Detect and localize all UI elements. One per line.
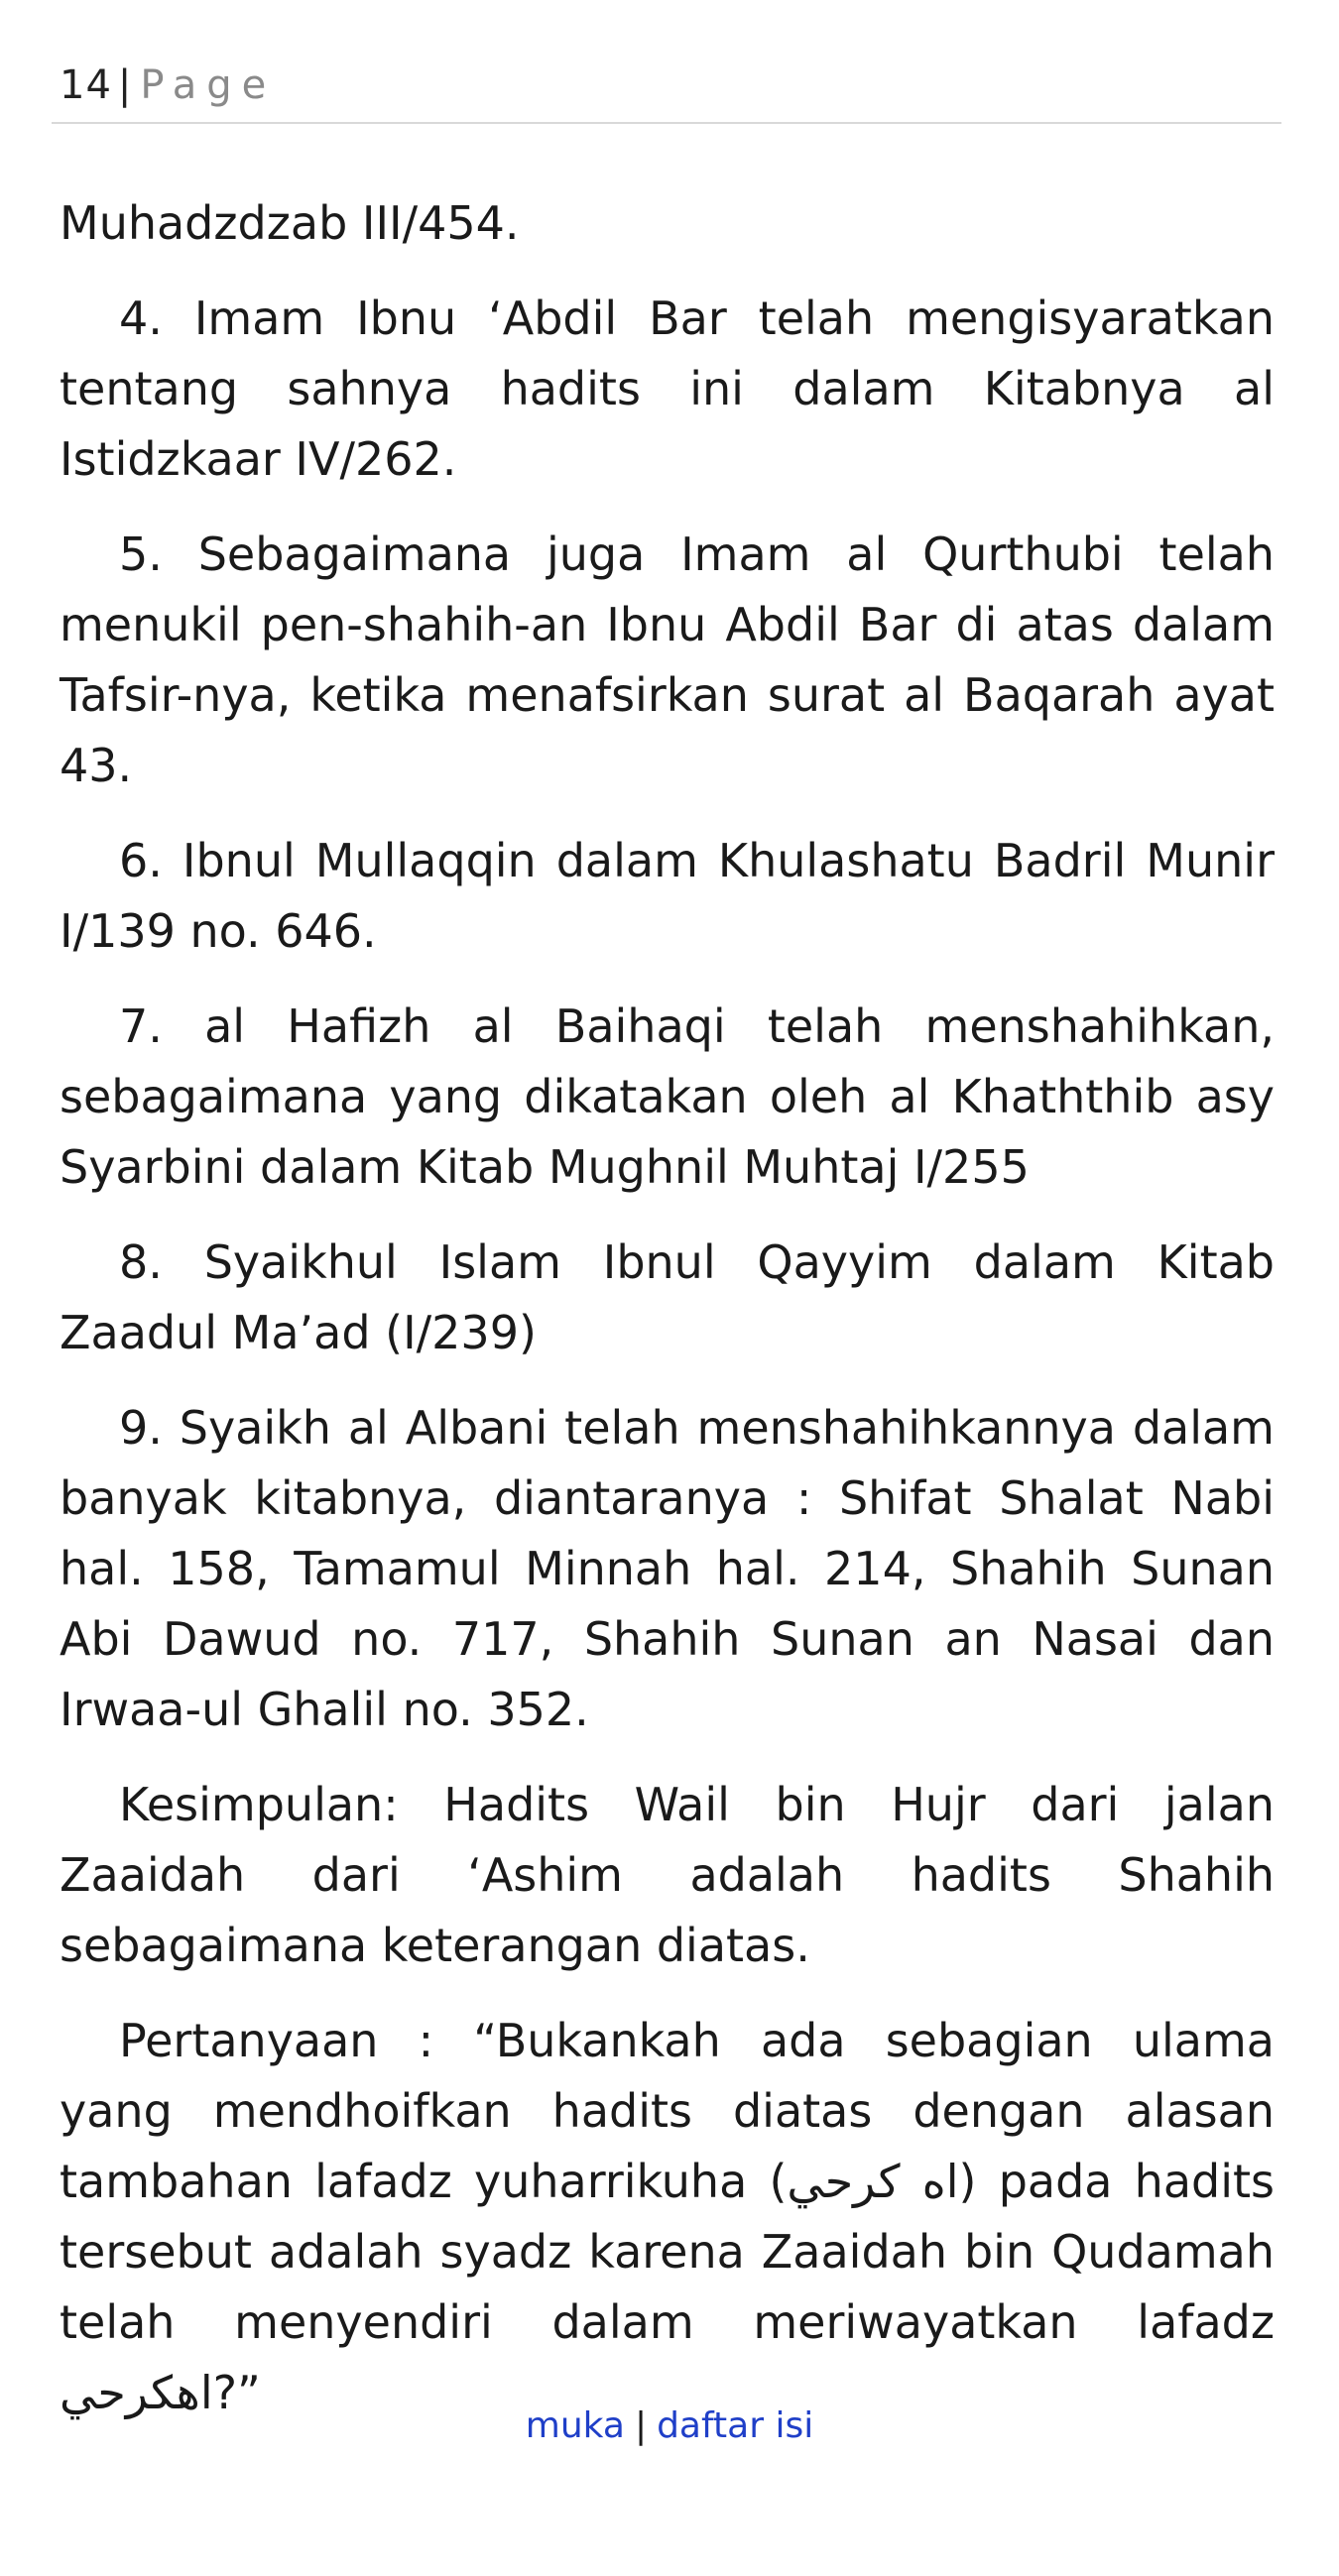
paragraph-item-5: 5. Sebagaimana juga Imam al Qurthubi telah menukil pen-shahih-an Ibnu Abdil Bar di atas dalam Tafsir-nya, ketika menafsirkan surat al Baqarah ayat 43.: [60, 527, 1275, 792]
paragraph-continuation: Muhadzdzab III/454.: [60, 196, 520, 250]
document-body: [60, 188, 1275, 2453]
home-link[interactable]: muka: [525, 2405, 625, 2446]
paragraph-item-8: 8. Syaikhul Islam Ibnul Qayyim dalam Kitab Zaadul Ma’ad (I/239): [60, 1235, 1275, 1359]
header-separator: |: [117, 62, 133, 108]
page-footer-nav: [0, 2404, 1339, 2448]
paragraph-item-4: 4. Imam Ibnu ‘Abdil Bar telah mengisyaratkan tentang sahnya hadits ini dalam Kitabnya al Istidzkaar IV/262.: [60, 292, 1275, 486]
table-of-contents-link[interactable]: daftar isi: [657, 2405, 814, 2446]
page-header: [60, 61, 276, 109]
paragraph-question: Pertanyaan : “Bukankah ada sebagian ulama yang mendhoifkan hadits diatas dengan alasan tambahan lafadz yuharrikuha (اه كرحي) pada hadits tersebut adalah syadz karena Zaaidah bin Qudamah telah menyendiri dalam meriwayatkan lafadz اهكرحي?”: [60, 2014, 1275, 2419]
paragraph-conclusion: Kesimpulan: Hadits Wail bin Hujr dari jalan Zaaidah dari ‘Ashim adalah hadits Shahih sebagaimana keterangan diatas.: [60, 1778, 1275, 1972]
page-number: 14: [60, 62, 112, 108]
paragraph-item-9: 9. Syaikh al Albani telah menshahihkannya dalam banyak kitabnya, diantaranya : Shifat Shalat Nabi hal. 158, Tamamul Minnah hal. 214, Shahih Sunan Abi Dawud no. 717, Shahih Sunan an Nasai dan Irwaa-ul Ghalil no. 352.: [60, 1401, 1275, 1736]
paragraph-item-6: 6. Ibnul Mullaqqin dalam Khulashatu Badril Munir I/139 no. 646.: [60, 834, 1275, 958]
footer-separator: |: [634, 2405, 648, 2446]
header-divider: [52, 122, 1281, 124]
paragraph-item-7: 7. al Hafizh al Baihaqi telah menshahihkan, sebagaimana yang dikatakan oleh al Khaththib asy Syarbini dalam Kitab Mughnil Muhtaj I/255: [60, 999, 1275, 1194]
page-label: Page: [140, 62, 277, 108]
